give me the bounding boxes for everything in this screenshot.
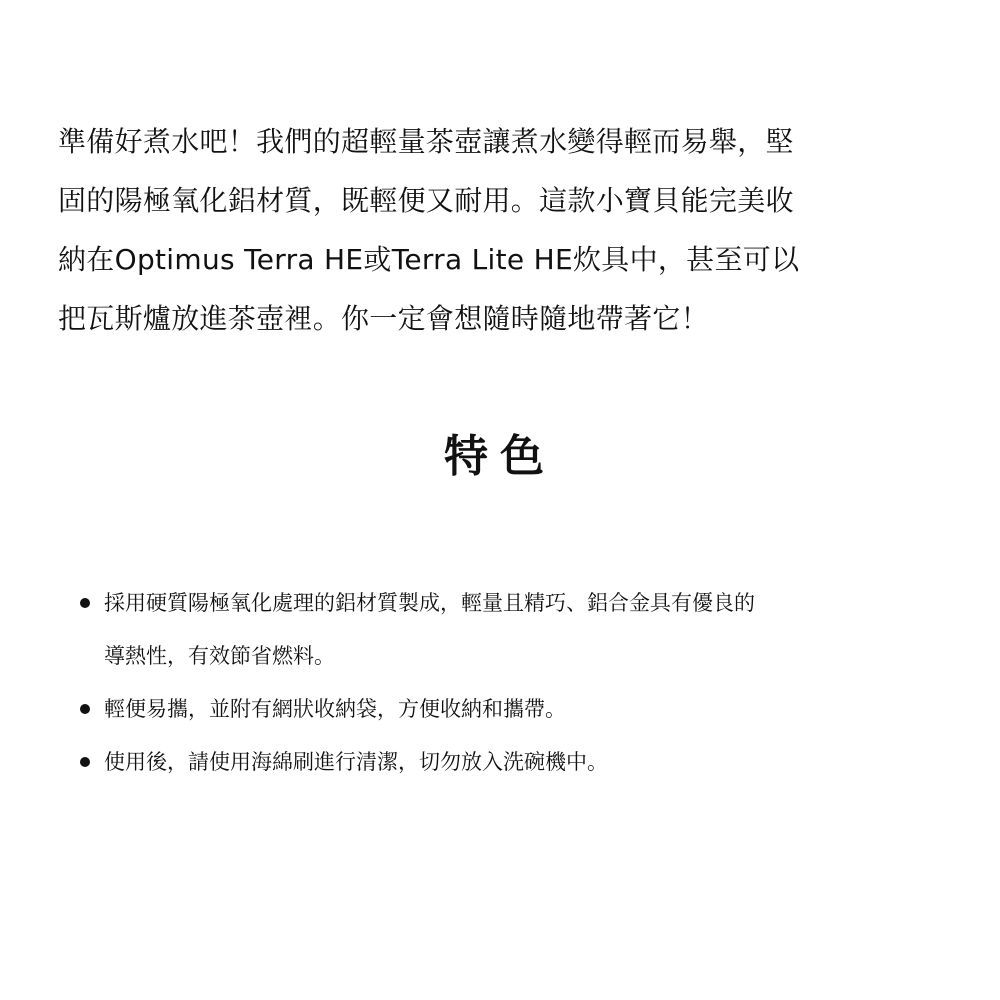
feature-text-line: 導熱性，有效節省燃料。 bbox=[104, 644, 335, 668]
intro-line: 納在Optimus Terra HE或Terra Lite HE炊具中，甚至可以 bbox=[58, 243, 800, 276]
bullet-icon bbox=[80, 704, 90, 714]
feature-text-line: 輕便易攜，並附有網狀收納袋，方便收納和攜帶。 bbox=[104, 697, 566, 721]
intro-line: 把瓦斯爐放進茶壺裡。你一定會想隨時隨地帶著它！ bbox=[58, 302, 709, 335]
features-heading: 特色 bbox=[444, 431, 556, 482]
list-item bbox=[76, 736, 956, 789]
intro-line: 準備好煮水吧！我們的超輕量茶壺讓煮水變得輕而易舉，堅 bbox=[58, 125, 794, 158]
list-item bbox=[76, 683, 956, 736]
list-item bbox=[76, 577, 956, 683]
bullet-icon bbox=[80, 757, 90, 767]
bullet-icon bbox=[80, 598, 90, 608]
intro-paragraph bbox=[58, 112, 948, 348]
feature-text-line: 採用硬質陽極氧化處理的鋁材質製成，輕量且精巧、鋁合金具有優良的 bbox=[104, 591, 755, 615]
features-list bbox=[76, 577, 956, 789]
intro-line: 固的陽極氧化鋁材質，既輕便又耐用。這款小寶貝能完美收 bbox=[58, 184, 794, 217]
feature-text-line: 使用後，請使用海綿刷進行清潔，切勿放入洗碗機中。 bbox=[104, 750, 608, 774]
